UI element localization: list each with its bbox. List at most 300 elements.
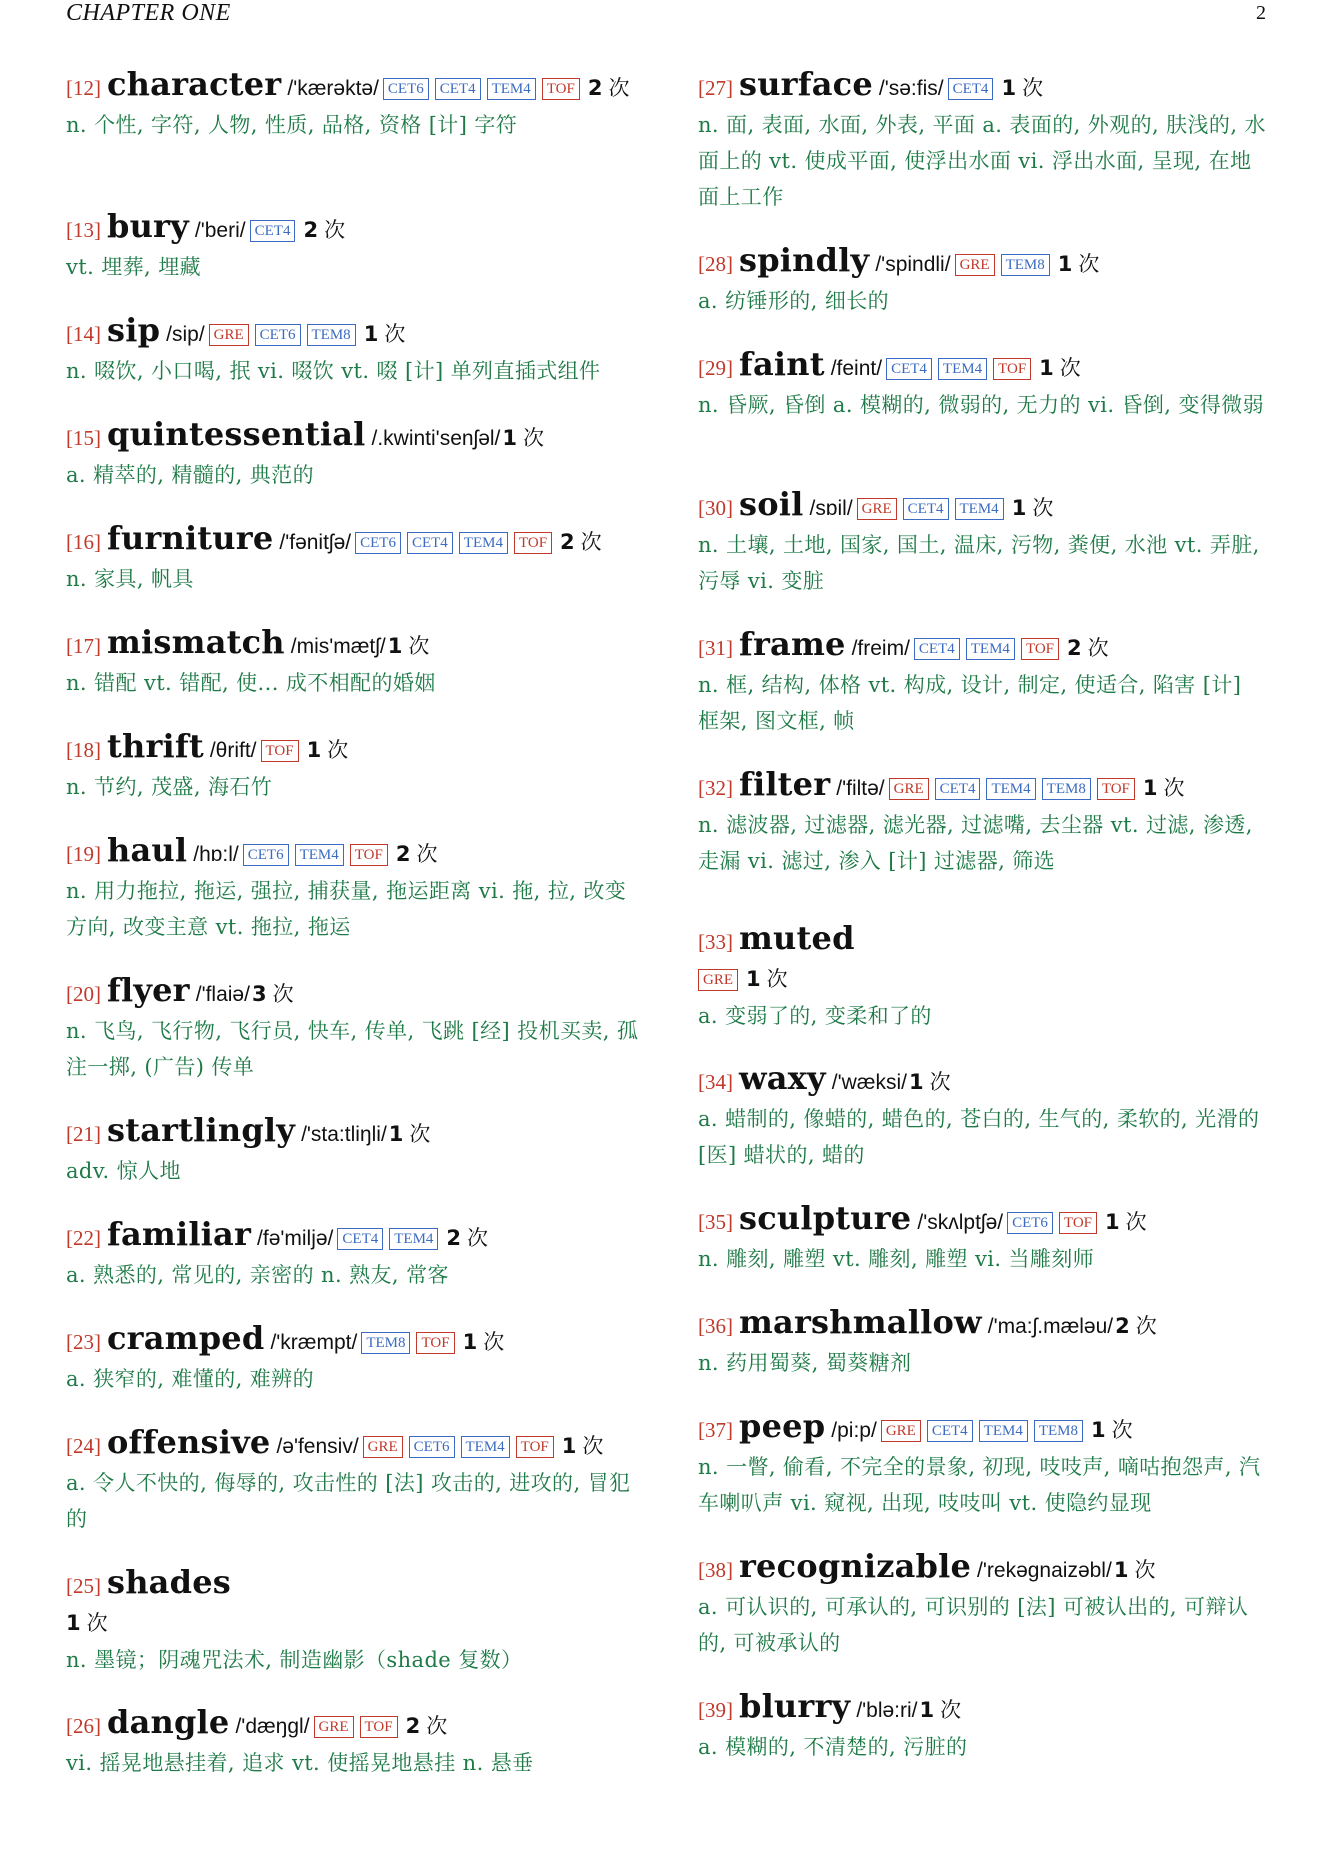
entry-number: [23] xyxy=(66,1330,101,1354)
count-value: 2 xyxy=(405,1714,421,1738)
count-value: 2 xyxy=(1067,636,1082,660)
entry-head xyxy=(698,1688,1266,1729)
pronunciation: /'fənitʃə/ xyxy=(279,531,352,554)
pronunciation: /freim/ xyxy=(851,637,910,660)
vocab-entry xyxy=(66,1564,646,1678)
exam-badge-cet4: CET4 xyxy=(435,78,481,100)
vocab-entry xyxy=(698,1408,1266,1521)
entry-head xyxy=(698,346,1266,387)
occurrence-count xyxy=(396,842,438,866)
entry-number: [26] xyxy=(66,1714,101,1738)
vocab-entry xyxy=(698,66,1266,215)
vocab-entry xyxy=(698,1548,1266,1661)
entry-number: [32] xyxy=(698,776,733,800)
exam-badge-gre: GRE xyxy=(314,1716,354,1738)
entry-number: [24] xyxy=(66,1434,101,1458)
entry-head xyxy=(66,312,646,353)
entry-number: [36] xyxy=(698,1314,733,1338)
exam-badge-tem4: TEM4 xyxy=(966,638,1015,660)
entry-head xyxy=(698,920,1266,961)
occurrence-count xyxy=(1143,776,1185,800)
headword: soil xyxy=(739,485,804,523)
headword: bury xyxy=(107,207,189,245)
count-value: 2 xyxy=(446,1226,462,1250)
entry-head xyxy=(66,208,646,249)
pronunciation: /'spindli/ xyxy=(875,253,951,276)
vocab-entry xyxy=(66,208,646,285)
page-header xyxy=(66,0,1266,32)
entry-head xyxy=(698,486,1266,527)
count-value: 1 xyxy=(1011,496,1027,520)
exam-badges xyxy=(881,1418,1089,1443)
pronunciation: /'ma:ʃ.mæləu/ xyxy=(987,1315,1114,1338)
count-unit: 次 xyxy=(766,967,788,991)
count-value: 1 xyxy=(306,738,322,762)
entry-head xyxy=(698,1200,1266,1241)
entry-head xyxy=(66,1704,646,1745)
exam-badge-cet6: CET6 xyxy=(243,844,289,866)
exam-badges xyxy=(886,356,1037,381)
count-unit: 次 xyxy=(1032,496,1054,520)
headword: marshmallow xyxy=(739,1303,982,1341)
count-unit: 次 xyxy=(409,1122,431,1146)
definition: a. 熟悉的, 常见的, 亲密的 n. 熟友, 常客 xyxy=(66,1263,449,1287)
entry-head xyxy=(698,1060,1266,1101)
exam-badge-tof: TOF xyxy=(516,1436,554,1458)
vocab-entry xyxy=(698,920,1266,1034)
vocab-entry xyxy=(698,626,1266,739)
occurrence-count xyxy=(909,1070,951,1094)
exam-badges xyxy=(857,496,1010,521)
exam-badge-cet4: CET4 xyxy=(935,778,981,800)
definition: a. 令人不快的, 侮辱的, 攻击性的 [法] 攻击的, 进攻的, 冒犯的 xyxy=(66,1471,631,1531)
exam-badge-tem4: TEM4 xyxy=(955,498,1004,520)
count-unit: 次 xyxy=(582,1434,604,1458)
entry-head xyxy=(66,416,646,457)
entry-number: [30] xyxy=(698,496,733,520)
pronunciation: /sip/ xyxy=(166,323,205,346)
vocab-entry xyxy=(698,346,1266,423)
entry-number: [18] xyxy=(66,738,101,762)
occurrence-count xyxy=(1091,1418,1133,1442)
count-unit: 次 xyxy=(1022,76,1044,100)
entry-head xyxy=(66,624,646,665)
entry-head xyxy=(698,66,1266,107)
definition: a. 变弱了的, 变柔和了的 xyxy=(698,1004,932,1028)
occurrence-count xyxy=(307,738,349,762)
exam-badge-gre: GRE xyxy=(363,1436,403,1458)
count-unit: 次 xyxy=(929,1070,951,1094)
exam-badge-gre: GRE xyxy=(955,254,995,276)
exam-badge-cet4: CET4 xyxy=(337,1228,383,1250)
exam-badge-tem4: TEM4 xyxy=(389,1228,438,1250)
occurrence-count xyxy=(388,634,430,658)
exam-badges xyxy=(209,322,362,347)
headword: spindly xyxy=(739,241,870,279)
count-value: 1 xyxy=(462,1330,478,1354)
entry-head xyxy=(66,66,646,107)
vocab-entry xyxy=(66,1704,646,1781)
pronunciation: /'kærəktə/ xyxy=(287,77,379,100)
pronunciation: /'kræmpt/ xyxy=(270,1331,358,1354)
count-unit: 次 xyxy=(1078,252,1100,276)
exam-badge-cet4: CET4 xyxy=(903,498,949,520)
entry-head xyxy=(698,1548,1266,1589)
vocab-entry xyxy=(698,1200,1266,1277)
headword: shades xyxy=(107,1563,231,1601)
entry-number: [13] xyxy=(66,218,101,242)
count-unit: 次 xyxy=(327,738,349,762)
occurrence-count xyxy=(560,530,602,554)
count-value: 1 xyxy=(1113,1558,1129,1582)
pronunciation: /'filtə/ xyxy=(836,777,885,800)
vocab-entry xyxy=(66,1112,646,1189)
vocab-entry xyxy=(698,486,1266,599)
count-unit: 次 xyxy=(416,842,438,866)
headword: recognizable xyxy=(739,1547,972,1585)
entry-head xyxy=(66,520,646,561)
definition: n. 个性, 字符, 人物, 性质, 品格, 资格 [计] 字符 xyxy=(66,113,518,137)
exam-badge-cet4: CET4 xyxy=(927,1420,973,1442)
exam-badge-gre: GRE xyxy=(698,969,738,991)
count-value: 1 xyxy=(746,967,761,991)
definition: n. 飞鸟, 飞行物, 飞行员, 快车, 传单, 飞跳 [经] 投机买卖, 孤注一掷, (广告) 传单 xyxy=(66,1019,639,1079)
count-unit: 次 xyxy=(523,426,545,450)
count-unit: 次 xyxy=(384,322,406,346)
exam-badge-tem4: TEM4 xyxy=(459,532,508,554)
count-value: 1 xyxy=(387,634,403,658)
definition: n. 家具, 帆具 xyxy=(66,567,194,591)
definition: n. 用力拖拉, 拖运, 强拉, 捕获量, 拖运距离 vi. 拖, 拉, 改变方向, 改变主意 vt. 拖拉, 拖运 xyxy=(66,879,627,939)
exam-badge-cet4: CET4 xyxy=(914,638,960,660)
count-unit: 次 xyxy=(426,1714,448,1738)
exam-badge-tof: TOF xyxy=(360,1716,398,1738)
headword: furniture xyxy=(107,519,274,557)
exam-badge-tem4: TEM4 xyxy=(295,844,344,866)
entry-meta xyxy=(66,1605,646,1642)
entry-head xyxy=(698,1408,1266,1449)
exam-badges xyxy=(955,252,1056,277)
entry-number: [21] xyxy=(66,1122,101,1146)
entry-number: [25] xyxy=(66,1574,101,1598)
occurrence-count xyxy=(364,322,406,346)
occurrence-count xyxy=(502,426,544,450)
count-value: 1 xyxy=(1105,1210,1120,1234)
vocab-entry xyxy=(698,766,1266,879)
entry-head xyxy=(66,728,646,769)
exam-badge-cet4: CET4 xyxy=(407,532,453,554)
pronunciation: /'flaiə/ xyxy=(195,983,250,1006)
exam-badge-tof: TOF xyxy=(1021,638,1059,660)
pronunciation: /'beri/ xyxy=(194,219,246,242)
count-unit: 次 xyxy=(1163,776,1185,800)
headword: dangle xyxy=(107,1703,230,1741)
definition: vi. 摇晃地悬挂着, 追求 vt. 使摇晃地悬挂 n. 悬垂 xyxy=(66,1751,534,1775)
count-value: 1 xyxy=(502,426,518,450)
count-value: 2 xyxy=(1115,1314,1130,1338)
vocab-entry xyxy=(698,242,1266,319)
pronunciation: /θrift/ xyxy=(209,739,257,762)
occurrence-count xyxy=(1058,252,1100,276)
entry-number: [29] xyxy=(698,356,733,380)
entry-head xyxy=(66,1216,646,1257)
pronunciation: /'rekəgnaizəbl/ xyxy=(977,1559,1112,1582)
entry-number: [35] xyxy=(698,1210,733,1234)
definition: vt. 埋葬, 埋藏 xyxy=(66,255,202,279)
entry-number: [39] xyxy=(698,1698,733,1722)
vocab-entry xyxy=(698,1304,1266,1381)
headword: blurry xyxy=(739,1687,851,1725)
entry-head xyxy=(698,1304,1266,1345)
definition: n. 土壤, 土地, 国家, 国土, 温床, 污物, 粪便, 水池 vt. 弄脏, 污辱 vi. 变脏 xyxy=(698,533,1260,593)
definition: n. 框, 结构, 体格 vt. 构成, 设计, 制定, 使适合, 陷害 [计] 框架, 图文框, 帧 xyxy=(698,673,1242,733)
exam-badge-tof: TOF xyxy=(1059,1212,1097,1234)
page-number: 2 xyxy=(1256,2,1266,24)
pronunciation: /mis'mætʃ/ xyxy=(290,635,386,658)
occurrence-count xyxy=(1114,1558,1156,1582)
definition: n. 雕刻, 雕塑 vt. 雕刻, 雕塑 vi. 当雕刻师 xyxy=(698,1247,1095,1271)
occurrence-count xyxy=(1001,76,1043,100)
occurrence-count xyxy=(66,1611,108,1635)
count-unit: 次 xyxy=(1135,1314,1157,1338)
entry-head xyxy=(66,1564,646,1605)
exam-badge-cet6: CET6 xyxy=(255,324,301,346)
exam-badge-tof: TOF xyxy=(542,78,580,100)
exam-badge-tem4: TEM4 xyxy=(487,78,536,100)
exam-badges xyxy=(698,967,744,992)
definition: n. 啜饮, 小口喝, 抿 vi. 啜饮 vt. 啜 [计] 单列直插式组件 xyxy=(66,359,601,383)
entry-number: [15] xyxy=(66,426,101,450)
entry-number: [17] xyxy=(66,634,101,658)
entry-head xyxy=(66,972,646,1013)
exam-badge-tof: TOF xyxy=(1097,778,1135,800)
entry-number: [31] xyxy=(698,636,733,660)
definition: a. 蜡制的, 像蜡的, 蜡色的, 苍白的, 生气的, 柔软的, 光滑的 [医] 蜡状的, 蜡的 xyxy=(698,1107,1260,1167)
exam-badge-tof: TOF xyxy=(261,740,299,762)
count-value: 1 xyxy=(1142,776,1158,800)
occurrence-count xyxy=(463,1330,505,1354)
exam-badge-gre: GRE xyxy=(857,498,897,520)
definition: n. 昏厥, 昏倒 a. 模糊的, 微弱的, 无力的 vi. 昏倒, 变得微弱 xyxy=(698,393,1265,417)
exam-badge-tem4: TEM4 xyxy=(461,1436,510,1458)
entry-number: [28] xyxy=(698,252,733,276)
headword: offensive xyxy=(107,1423,271,1461)
count-value: 2 xyxy=(587,76,603,100)
entry-head xyxy=(66,1112,646,1153)
exam-badge-tem4: TEM4 xyxy=(979,1420,1028,1442)
headword: mismatch xyxy=(107,623,285,661)
definition: a. 狭窄的, 难懂的, 难辨的 xyxy=(66,1367,314,1391)
headword: frame xyxy=(739,625,846,663)
count-value: 1 xyxy=(1091,1418,1106,1442)
occurrence-count xyxy=(920,1698,962,1722)
exam-badges xyxy=(363,1434,560,1459)
definition: n. 墨镜；阴魂咒法术, 制造幽影（shade 复数） xyxy=(66,1648,523,1672)
definition: adv. 惊人地 xyxy=(66,1159,181,1183)
vocab-entry xyxy=(66,832,646,945)
vocab-entry xyxy=(66,1320,646,1397)
entry-head xyxy=(698,766,1266,807)
definition: a. 精萃的, 精髓的, 典范的 xyxy=(66,463,314,487)
exam-badges xyxy=(361,1330,460,1355)
count-unit: 次 xyxy=(580,530,602,554)
occurrence-count xyxy=(1039,356,1081,380)
vocab-entry xyxy=(66,972,646,1085)
exam-badge-cet6: CET6 xyxy=(383,78,429,100)
count-value: 1 xyxy=(388,1122,404,1146)
entry-number: [22] xyxy=(66,1226,101,1250)
vocab-entry xyxy=(66,66,646,143)
count-value: 1 xyxy=(1039,356,1054,380)
entry-head xyxy=(66,1320,646,1361)
count-value: 1 xyxy=(1001,76,1017,100)
entry-number: [20] xyxy=(66,982,101,1006)
entry-number: [34] xyxy=(698,1070,733,1094)
exam-badges xyxy=(243,842,394,867)
pronunciation: /'blə:ri/ xyxy=(856,1699,918,1722)
count-value: 1 xyxy=(363,322,379,346)
count-value: 1 xyxy=(908,1070,924,1094)
entry-head xyxy=(698,242,1266,283)
exam-badge-tem8: TEM8 xyxy=(1042,778,1091,800)
pronunciation: /'wæksi/ xyxy=(831,1071,907,1094)
definition: n. 滤波器, 过滤器, 滤光器, 过滤嘴, 去尘器 vt. 过滤, 渗透, 走漏 vi. 滤过, 渗入 [计] 过滤器, 筛选 xyxy=(698,813,1253,873)
entry-head xyxy=(698,626,1266,667)
count-value: 2 xyxy=(560,530,575,554)
count-value: 1 xyxy=(561,1434,577,1458)
count-unit: 次 xyxy=(1125,1210,1147,1234)
count-unit: 次 xyxy=(940,1698,962,1722)
entry-number: [33] xyxy=(698,930,733,954)
exam-badges xyxy=(261,738,305,763)
vocab-entry xyxy=(66,728,646,805)
exam-badge-cet6: CET6 xyxy=(1007,1212,1053,1234)
headword: surface xyxy=(739,65,873,103)
pronunciation: /.kwinti'senʃəl/ xyxy=(371,427,501,450)
exam-badge-tem8: TEM8 xyxy=(1001,254,1050,276)
count-value: 2 xyxy=(395,842,411,866)
occurrence-count xyxy=(303,218,345,242)
occurrence-count xyxy=(562,1434,604,1458)
exam-badge-tof: TOF xyxy=(993,358,1031,380)
entry-number: [19] xyxy=(66,842,101,866)
pronunciation: /'sə:fis/ xyxy=(878,77,944,100)
entry-number: [16] xyxy=(66,530,101,554)
definition: a. 纺锤形的, 细长的 xyxy=(698,289,890,313)
entry-number: [14] xyxy=(66,322,101,346)
exam-badges xyxy=(383,76,586,101)
exam-badges xyxy=(314,1714,404,1739)
exam-badges xyxy=(889,776,1141,801)
occurrence-count xyxy=(389,1122,431,1146)
headword: sip xyxy=(107,311,161,349)
exam-badges xyxy=(337,1226,444,1251)
exam-badge-cet4: CET4 xyxy=(948,78,994,100)
exam-badge-gre: GRE xyxy=(209,324,249,346)
headword: startlingly xyxy=(107,1111,296,1149)
pronunciation: /pi:p/ xyxy=(831,1419,877,1442)
headword: quintessential xyxy=(107,415,366,453)
pronunciation: /fə'miljə/ xyxy=(257,1227,334,1250)
exam-badge-tem4: TEM4 xyxy=(986,778,1035,800)
occurrence-count xyxy=(1067,636,1109,660)
occurrence-count xyxy=(1115,1314,1157,1338)
headword: faint xyxy=(739,345,825,383)
count-unit: 次 xyxy=(408,634,430,658)
count-value: 1 xyxy=(66,1611,81,1635)
exam-badge-tof: TOF xyxy=(514,532,552,554)
entry-head xyxy=(66,832,646,873)
vocab-entry xyxy=(66,520,646,597)
entries-columns xyxy=(66,66,1266,1846)
count-unit: 次 xyxy=(1134,1558,1156,1582)
definition: n. 错配 vt. 错配, 使... 成不相配的婚姻 xyxy=(66,671,436,695)
pronunciation: /feint/ xyxy=(830,357,883,380)
count-value: 3 xyxy=(251,982,267,1006)
exam-badge-gre: GRE xyxy=(889,778,929,800)
exam-badge-cet4: CET4 xyxy=(886,358,932,380)
entry-head xyxy=(66,1424,646,1465)
definition: n. 节约, 茂盛, 海石竹 xyxy=(66,775,273,799)
count-unit: 次 xyxy=(272,982,294,1006)
vocab-entry xyxy=(66,1424,646,1537)
exam-badges xyxy=(914,636,1065,661)
pronunciation: /'skʌlptʃə/ xyxy=(917,1211,1004,1234)
count-unit: 次 xyxy=(1087,636,1109,660)
definition: n. 药用蜀葵, 蜀葵糖剂 xyxy=(698,1351,912,1375)
entry-number: [27] xyxy=(698,76,733,100)
exam-badges xyxy=(250,218,302,243)
headword: flyer xyxy=(107,971,190,1009)
exam-badges xyxy=(1007,1210,1103,1235)
vocab-entry xyxy=(698,1688,1266,1765)
occurrence-count xyxy=(252,982,294,1006)
count-unit: 次 xyxy=(86,1611,108,1635)
definition: a. 可认识的, 可承认的, 可识别的 [法] 可被认出的, 可辩认的, 可被承认的 xyxy=(698,1595,1249,1655)
entry-meta xyxy=(698,961,1266,998)
occurrence-count xyxy=(746,967,788,991)
entry-number: [37] xyxy=(698,1418,733,1442)
exam-badge-cet6: CET6 xyxy=(355,532,401,554)
exam-badge-tem8: TEM8 xyxy=(361,1332,410,1354)
occurrence-count xyxy=(406,1714,448,1738)
count-unit: 次 xyxy=(324,218,346,242)
count-unit: 次 xyxy=(608,76,630,100)
headword: peep xyxy=(739,1407,826,1445)
count-value: 1 xyxy=(919,1698,935,1722)
occurrence-count xyxy=(1105,1210,1147,1234)
occurrence-count xyxy=(446,1226,488,1250)
pronunciation: /sɒil/ xyxy=(809,497,853,520)
count-value: 1 xyxy=(1057,252,1073,276)
definition: a. 模糊的, 不清楚的, 污脏的 xyxy=(698,1735,968,1759)
vocab-entry xyxy=(698,1060,1266,1173)
definition: n. 一瞥, 偷看, 不完全的景象, 初现, 吱吱声, 嘀咕抱怨声, 汽车喇叭声 vi. 窥视, 出现, 吱吱叫 vt. 使隐约显现 xyxy=(698,1455,1261,1515)
exam-badge-tem8: TEM8 xyxy=(307,324,356,346)
exam-badge-tof: TOF xyxy=(416,1332,454,1354)
pronunciation: /ə'fensiv/ xyxy=(276,1435,359,1458)
exam-badge-cet6: CET6 xyxy=(409,1436,455,1458)
headword: muted xyxy=(739,919,855,957)
headword: waxy xyxy=(739,1059,826,1097)
exam-badge-cet4: CET4 xyxy=(250,220,296,242)
exam-badge-gre: GRE xyxy=(881,1420,921,1442)
occurrence-count xyxy=(588,76,630,100)
count-unit: 次 xyxy=(1059,356,1081,380)
pronunciation: /'dæŋgl/ xyxy=(235,1715,310,1738)
vocab-entry xyxy=(66,416,646,493)
exam-badge-tem4: TEM4 xyxy=(938,358,987,380)
